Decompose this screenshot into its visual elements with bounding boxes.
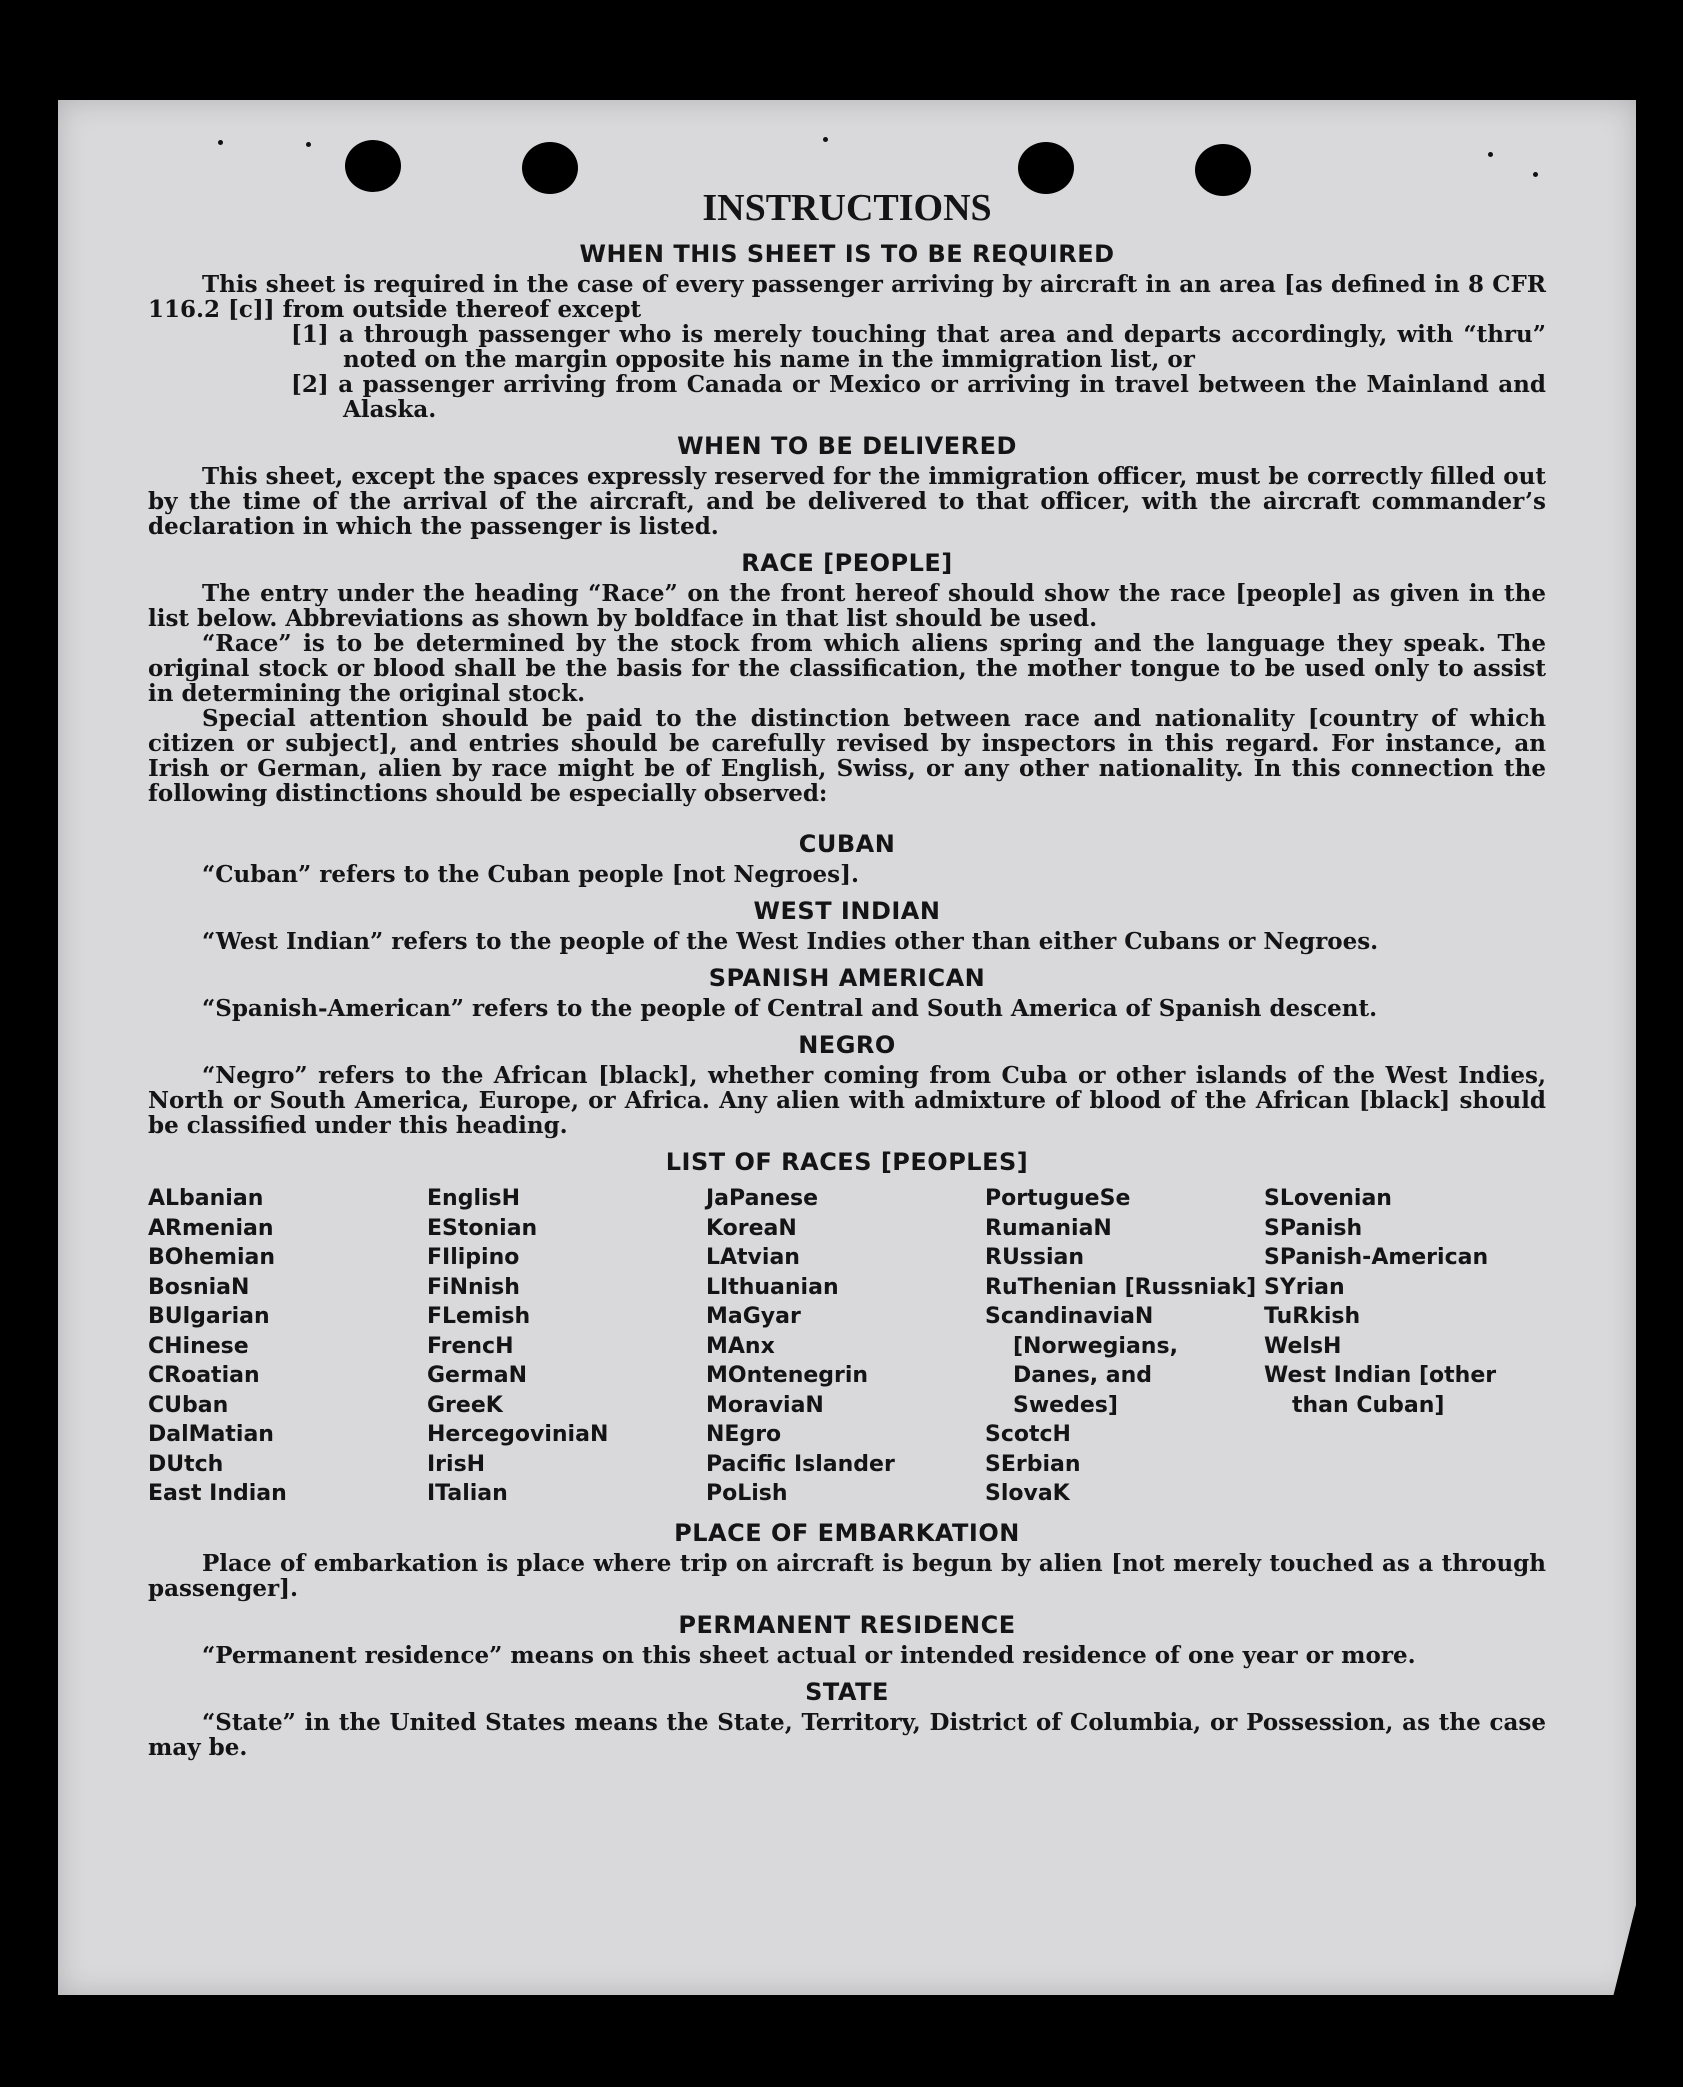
heading-when-required: WHEN THIS SHEET IS TO BE REQUIRED (579, 240, 1115, 268)
races-column (706, 1184, 985, 1509)
race-item: IrisH (427, 1451, 486, 1477)
speck (306, 142, 311, 147)
when-required-intro: This sheet is required in the case of every passenger arriving by aircraft in an area [as defined in 8 CFR 116.2 [c]] from outside thereof except (148, 271, 1546, 323)
race-item: JaPanese (706, 1186, 819, 1211)
race-item: BOhemian (148, 1245, 276, 1270)
race-item: WelsH (1264, 1333, 1342, 1359)
race-item: RUssian (985, 1245, 1085, 1270)
race-item: FiNnish (427, 1274, 520, 1300)
race-item: LIthuanian (706, 1274, 839, 1300)
residence-text: “Permanent residence” means on this sheet actual or intended residence of one year or more. (202, 1641, 1416, 1669)
race-item: SLovenian (1264, 1186, 1392, 1211)
race-item: BosniaN (148, 1274, 250, 1300)
race-item: DalMatian (148, 1422, 274, 1447)
race-item: East Indian (148, 1481, 287, 1506)
speck (823, 137, 828, 142)
race-item: KoreaN (706, 1215, 797, 1241)
race-item: ALbanian (148, 1186, 264, 1211)
race-item: RuThenian [Russniak] (985, 1274, 1257, 1300)
heading-permanent-residence: PERMANENT RESIDENCE (678, 1610, 1016, 1639)
page-title: INSTRUCTIONS (702, 187, 992, 229)
races-column (427, 1184, 706, 1509)
heading-place-of-embarkation: PLACE OF EMBARKATION (674, 1518, 1020, 1547)
race-item: GreeK (427, 1392, 503, 1418)
heading-negro: NEGRO (798, 1031, 896, 1059)
race-item: CRoatian (148, 1363, 260, 1388)
race-item: ScotcH (985, 1422, 1071, 1447)
race-item: NEgro (706, 1422, 782, 1447)
speck (218, 140, 223, 145)
race-item: EnglisH (427, 1186, 521, 1211)
cuban-text: “Cuban” refers to the Cuban people [not Negroes]. (202, 861, 860, 888)
heading-spanish-american: SPANISH AMERICAN (708, 964, 986, 992)
race-item: TuRkish (1264, 1304, 1361, 1329)
race-item: SErbian (985, 1451, 1081, 1477)
heading-cuban: CUBAN (798, 830, 896, 858)
race-item: SPanish-American (1264, 1245, 1489, 1270)
race-item: MaGyar (706, 1304, 801, 1329)
race-item: SlovaK (985, 1481, 1070, 1506)
heading-list-of-races: LIST OF RACES [PEOPLES] (665, 1148, 1029, 1176)
spanish-american-text: “Spanish-American” refers to the people of Central and South America of Spanish descent. (202, 995, 1378, 1022)
race-item: Pacific Islander (706, 1451, 895, 1477)
punch-hole (345, 140, 401, 192)
when-required-item-2: [2] a passenger arriving from Canada or Mexico or arriving in travel between the Mainland and Alaska. (291, 371, 1546, 423)
race-item: MAnx (706, 1333, 775, 1359)
race-item: LAtvian (706, 1245, 800, 1270)
speck (1488, 152, 1493, 157)
race-item: SYrian (1264, 1274, 1345, 1300)
race-paragraph-2: “Race” is to be determined by the stock from which aliens spring and the language they speak. The original stock or blood shall be the basis for the classification, the mother tongue to be used only to assist in determining the original stock. (148, 630, 1546, 707)
race-item: HercegoviniaN (427, 1422, 609, 1447)
race-item: MoraviaN (706, 1392, 824, 1418)
race-item: RumaniaN (985, 1215, 1112, 1241)
races-column (148, 1184, 427, 1509)
race-item: MOntenegrin (706, 1363, 869, 1388)
race-item: ITalian (427, 1481, 508, 1506)
instructions-body (148, 186, 1546, 1760)
west-indian-text: “West Indian” refers to the people of the West Indies other than either Cubans or Negroes. (202, 928, 1379, 955)
race-item: ScandinaviaN [Norwegians, Danes, and Swedes] (985, 1304, 1178, 1418)
race-paragraph-1: The entry under the heading “Race” on the front hereof should show the race [people] as given in the list below. Abbreviations as shown by boldface in that list should be used. (148, 580, 1546, 632)
race-paragraph-3: Special attention should be paid to the distinction between race and nationality [country of which citizen or subject], and entries should be carefully revised by inspectors in this regard. For instance, an Irish or German, alien by race might be of English, Swiss, or any other nationality. In this connection the following distinctions should be especially observed: (148, 705, 1546, 807)
heading-state: STATE (805, 1677, 889, 1706)
heading-west-indian: WEST INDIAN (753, 897, 941, 925)
races-column (985, 1184, 1264, 1509)
race-item: CHinese (148, 1333, 249, 1359)
race-item: CUban (148, 1392, 229, 1418)
race-item: BUlgarian (148, 1304, 270, 1329)
races-column (1264, 1184, 1546, 1509)
race-item: PortugueSe (985, 1186, 1131, 1211)
embarkation-text: Place of embarkation is place where trip on aircraft is begun by alien [not merely touched as a through passenger]. (148, 1549, 1546, 1602)
document-page (58, 100, 1636, 1995)
race-item: GermaN (427, 1363, 528, 1388)
race-item: FrencH (427, 1333, 514, 1359)
heading-race: RACE [PEOPLE] (741, 549, 953, 577)
race-item: ARmenian (148, 1215, 274, 1241)
when-required-item-1: [1] a through passenger who is merely touching that area and departs accordingly, with “thru” noted on the margin opposite his name in the immigration list, or (291, 321, 1546, 373)
race-item: West Indian [other than Cuban] (1264, 1363, 1497, 1418)
heading-when-delivered: WHEN TO BE DELIVERED (677, 432, 1017, 460)
state-text: “State” in the United States means the State, Territory, District of Columbia, or Possession, as the case may be. (148, 1708, 1546, 1761)
race-item: FIlipino (427, 1245, 520, 1270)
race-item: FLemish (427, 1304, 531, 1329)
negro-text: “Negro” refers to the African [black], whether coming from Cuba or other islands of the West Indies, North or South America, Europe, or Africa. Any alien with admixture of blood of the African [black] should be classified under this heading. (148, 1062, 1546, 1139)
speck (1533, 172, 1538, 177)
when-delivered-text: This sheet, except the spaces expressly reserved for the immigration officer, must be correctly filled out by the time of the arrival of the aircraft, and be delivered to that officer, with the aircraft commander’s declaration in which the passenger is listed. (148, 463, 1546, 540)
race-item: DUtch (148, 1451, 224, 1477)
race-item: EStonian (427, 1215, 538, 1241)
races-list (148, 1184, 1546, 1509)
race-item: SPanish (1264, 1215, 1363, 1241)
torn-corner (1612, 1881, 1642, 2001)
race-item: PoLish (706, 1481, 788, 1506)
